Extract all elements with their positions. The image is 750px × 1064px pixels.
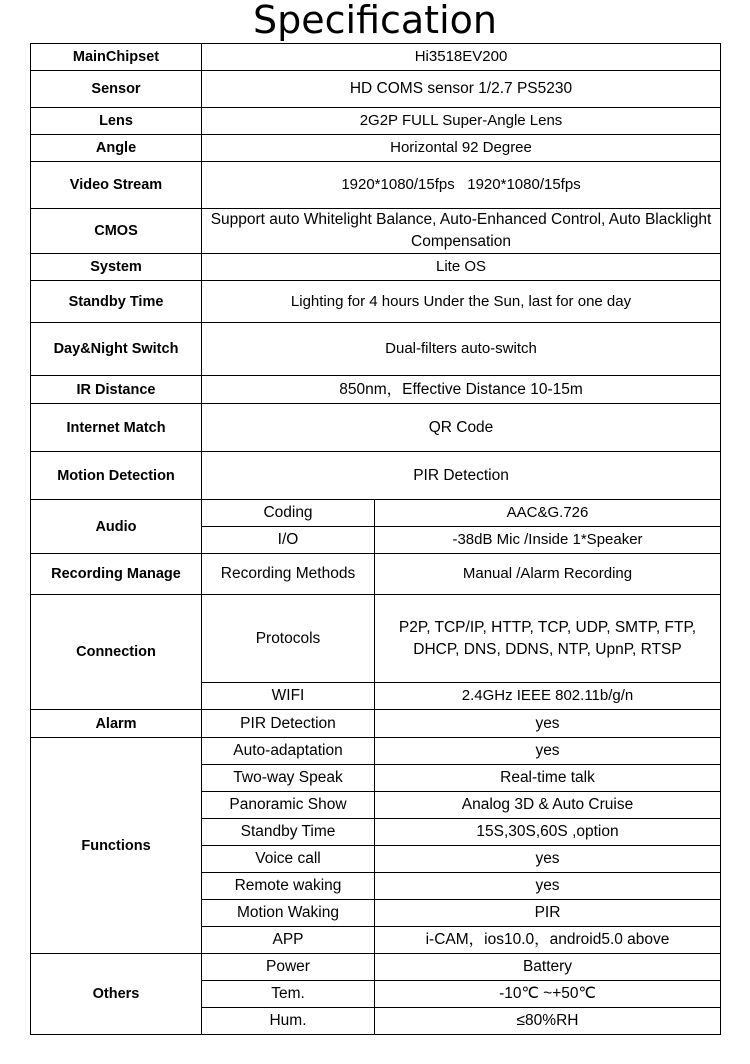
table-row [31, 500, 721, 527]
row-key: I/O [202, 527, 375, 554]
row-label-day-night: Day&Night Switch [31, 323, 202, 376]
table-row [31, 376, 721, 404]
row-key: PIR Detection [202, 710, 375, 738]
row-value-standby-time: Lighting for 4 hours Under the Sun, last for one day [202, 281, 721, 323]
row-key: Recording Methods [202, 554, 375, 595]
row-value: AAC&G.726 [375, 500, 721, 527]
row-key: Motion Waking [202, 900, 375, 927]
table-row [31, 404, 721, 452]
row-value-system: Lite OS [202, 254, 721, 281]
table-row [31, 281, 721, 323]
row-value: ≤80%RH [375, 1008, 721, 1035]
row-value: PIR [375, 900, 721, 927]
table-row [31, 710, 721, 738]
row-key: WIFI [202, 683, 375, 710]
row-key: Standby Time [202, 819, 375, 846]
table-row [31, 554, 721, 595]
row-value: yes [375, 738, 721, 765]
row-label-alarm: Alarm [31, 710, 202, 738]
row-value: P2P, TCP/IP, HTTP, TCP, UDP, SMTP, FTP, DHCP, DNS, DDNS, NTP, UpnP, RTSP [375, 595, 721, 683]
row-value: Battery [375, 954, 721, 981]
row-key: Voice call [202, 846, 375, 873]
table-row [31, 44, 721, 71]
row-value: 15S,30S,60S ,option [375, 819, 721, 846]
row-label-video-stream: Video Stream [31, 162, 202, 209]
table-row [31, 738, 721, 765]
row-value-day-night: Dual-filters auto-switch [202, 323, 721, 376]
row-value: yes [375, 873, 721, 900]
row-label-audio: Audio [31, 500, 202, 554]
row-label-motion-detection: Motion Detection [31, 452, 202, 500]
table-row [31, 209, 721, 254]
row-key: Tem. [202, 981, 375, 1008]
row-value-sensor: HD COMS sensor 1/2.7 PS5230 [202, 71, 721, 108]
row-key: APP [202, 927, 375, 954]
row-key: Remote waking [202, 873, 375, 900]
table-row [31, 162, 721, 209]
row-key: Auto-adaptation [202, 738, 375, 765]
row-key: Hum. [202, 1008, 375, 1035]
row-value: i-CAM，ios10.0，android5.0 above [375, 927, 721, 954]
row-value: Manual /Alarm Recording [375, 554, 721, 595]
row-value-mainchipset: Hi3518EV200 [202, 44, 721, 71]
row-value: -38dB Mic /Inside 1*Speaker [375, 527, 721, 554]
row-value-internet-match: QR Code [202, 404, 721, 452]
row-label-internet-match: Internet Match [31, 404, 202, 452]
row-value: yes [375, 710, 721, 738]
row-label-cmos: CMOS [31, 209, 202, 254]
row-label-functions: Functions [31, 738, 202, 954]
table-row [31, 254, 721, 281]
page-title: Specification [253, 0, 497, 42]
row-label-ir-distance: IR Distance [31, 376, 202, 404]
row-value: -10℃ ~+50℃ [375, 981, 721, 1008]
row-label-sensor: Sensor [31, 71, 202, 108]
table-row [31, 452, 721, 500]
row-value-ir-distance: 850nm，Effective Distance 10-15m [202, 376, 721, 404]
row-value: 2.4GHz IEEE 802.11b/g/n [375, 683, 721, 710]
table-row [31, 135, 721, 162]
table-row [31, 323, 721, 376]
row-key: Coding [202, 500, 375, 527]
table-row [31, 71, 721, 108]
row-value-angle: Horizontal 92 Degree [202, 135, 721, 162]
row-value: Real-time talk [375, 765, 721, 792]
row-value-video-stream: 1920*1080/15fps 1920*1080/15fps [202, 162, 721, 209]
row-value-motion-detection: PIR Detection [202, 452, 721, 500]
row-label-standby-time: Standby Time [31, 281, 202, 323]
row-value: yes [375, 846, 721, 873]
row-label-angle: Angle [31, 135, 202, 162]
row-label-mainchipset: MainChipset [31, 44, 202, 71]
table-row [31, 595, 721, 683]
row-key: Panoramic Show [202, 792, 375, 819]
row-label-lens: Lens [31, 108, 202, 135]
row-value: Analog 3D & Auto Cruise [375, 792, 721, 819]
row-value-cmos: Support auto Whitelight Balance, Auto-Enhanced Control, Auto Blacklight Compensation [202, 209, 721, 254]
row-label-recording: Recording Manage [31, 554, 202, 595]
table-row [31, 108, 721, 135]
row-label-others: Others [31, 954, 202, 1035]
spec-table [30, 43, 721, 1035]
table-row [31, 954, 721, 981]
row-label-connection: Connection [31, 595, 202, 710]
row-key: Protocols [202, 595, 375, 683]
row-value-lens: 2G2P FULL Super-Angle Lens [202, 108, 721, 135]
row-label-system: System [31, 254, 202, 281]
row-key: Two-way Speak [202, 765, 375, 792]
row-key: Power [202, 954, 375, 981]
